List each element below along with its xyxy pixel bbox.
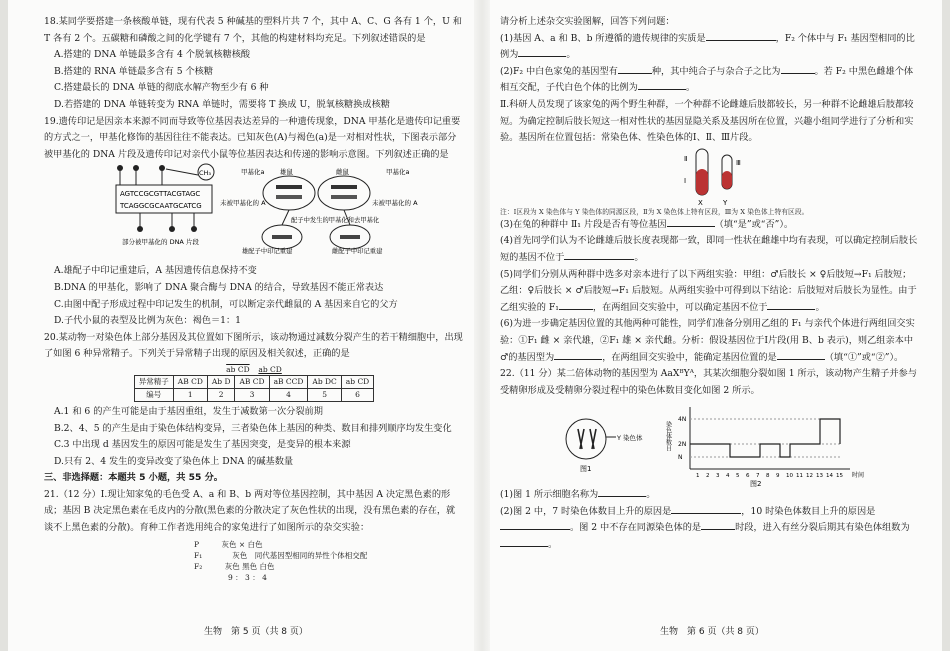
q22-diagrams bbox=[500, 399, 920, 487]
sperm-cell: Ab D bbox=[207, 375, 235, 388]
page-footer-right: 生物 第 6 页（共 8 页） bbox=[660, 627, 764, 638]
left-page bbox=[44, 14, 464, 643]
answer-blank[interactable] bbox=[638, 80, 686, 90]
q19-option-a: A.雄配子中印记重建后，A 基因遗传信息保持不变 bbox=[54, 265, 257, 277]
y-chrom-label: Y bbox=[723, 198, 728, 207]
sperm-cell: Ab DC bbox=[308, 375, 341, 388]
q18-option-a: A.搭建的 DNA 单链最多含有 4 个脱氧核糖核酸 bbox=[54, 49, 251, 61]
x-tick-label: 1 bbox=[696, 473, 700, 480]
female-gamete-label: 雌配子中印记重建 bbox=[332, 248, 383, 256]
q18-stem: 18.某同学要搭建一条核酸单链，现有代表 5 种碱基的塑料片共 7 个，其中 A、C、G 各有 1 个，U 和 T 各有 2 个。五碳糖和磷酸之间的化学键有 7 个，其他的构建材料均充足。下列叙述错误的是 bbox=[44, 16, 462, 44]
q19-option-b: B.DNA 的甲基化，影响了 DNA 聚合酶与 DNA 的结合，导致基因不能正常表达 bbox=[54, 281, 384, 293]
f1-phenotype: 灰色 bbox=[232, 550, 248, 560]
x-tick-label: 3 bbox=[716, 473, 720, 480]
sperm-cell: AB CD bbox=[235, 375, 269, 388]
q22-stem: 22.（11 分）某二倍体动物的基因型为 AaXᴮYᴬ，其某次细胞分裂如图 1 所示，该动物产生精子并参与受精卵形成及受精卵分裂过程中的染色体数目变化如图 2 所示。 bbox=[500, 368, 917, 396]
x-tick-label: 13 bbox=[816, 473, 823, 480]
y-tick-label: N bbox=[678, 454, 683, 462]
xy-chromosome-figure bbox=[500, 147, 920, 207]
parent-mice bbox=[220, 167, 418, 255]
svg-text:未被甲基化的 A: 未被甲基化的 A bbox=[372, 199, 418, 208]
svg-text:甲基化a: 甲基化a bbox=[386, 168, 410, 177]
q22-figures bbox=[500, 399, 920, 487]
x-tick-label: 7 bbox=[756, 473, 760, 480]
y-chromosome-label: Y 染色体 bbox=[617, 434, 643, 443]
q20-option-c: C.3 中出现 d 基因发生的原因可能是发生了基因突变，是变异的根本来源 bbox=[54, 439, 351, 451]
chromosome-2: ab CD bbox=[258, 364, 282, 374]
sperm-number: 3 bbox=[235, 388, 269, 401]
q19-option-d: D.子代小鼠的表型及比例为灰色：褐色＝1：1 bbox=[54, 315, 242, 327]
answer-blank[interactable] bbox=[500, 537, 548, 547]
analysis-intro: 请分析上述杂交实验图解，回答下列问题： bbox=[500, 16, 675, 27]
f1-cross-note: 同代基因型相同的异性个体相交配 bbox=[254, 550, 368, 560]
answer-blank[interactable] bbox=[667, 217, 715, 227]
q18-option-d: D.若搭建的 DNA 单链转变为 RNA 单链时，需要将 T 换成 U，脱氧核糖换成核糖 bbox=[54, 98, 390, 110]
dna-strand-2: TCAGGCGCAATGCATCG bbox=[120, 202, 202, 211]
answer-blank[interactable] bbox=[777, 350, 825, 360]
sperm-number: 1 bbox=[173, 388, 207, 401]
cross-diagram: P 灰色 × 白色 F₁ 灰色 同代基因型相同的异性个体相交配 F₂ 灰色 黑色 白色 9 ： 3 ： 4 bbox=[194, 539, 368, 582]
q21-stem: 21.（12 分）Ⅰ.现让知家兔的毛色受 A、a 和 B、b 两对等位基因控制，其中基因 A 决定黑色素的形成；基因 B 决定黑色素在毛皮内的分散(黑色素的分散决定了灰色性状的出现，没有黑色素的存在，就谈不上黑色素的分散)。育种工作者选用纯合的家兔进行了如图所示的杂交实验： bbox=[44, 488, 456, 534]
figure-2-label: 图2 bbox=[750, 480, 762, 488]
x-tick-label: 8 bbox=[766, 473, 770, 480]
q20-stem: 20.某动物一对染色体上部分基因及其位置如下图所示，该动物通过减数分裂产生的若干精细胞中，出现了如图 6 种异常精子。下列关于异常精子出现的原因及相关叙述，正确的是 bbox=[44, 331, 463, 360]
sperm-number: 4 bbox=[269, 388, 308, 401]
x-tick-label: 4 bbox=[726, 473, 730, 480]
q21-part-ii: Ⅱ.科研人员发现了该家兔的两个野生种群，一个种群不论雌雄后肢都较长，另一种群不论雌雄后肢都较短。为确定控制后肢长短这一相对性状的基因显隐关系及基因所在位置，兴趣小组同学进行了分析和实验。基因所在位置包括：常染色体、性染色体的Ⅰ、Ⅱ、Ⅲ片段。 bbox=[500, 98, 914, 144]
answer-blank[interactable] bbox=[671, 504, 741, 514]
male-mouse-label: 雄鼠 bbox=[280, 168, 293, 177]
q20-option-a: A.1 和 6 的产生可能是由于基因重组，发生于减数第一次分裂前期 bbox=[54, 405, 323, 417]
q20-option-b: B.2、4、5 的产生是由于染色体结构变异，三者染色体上基因的种类、数目和排列顺序均发生变化 bbox=[54, 422, 452, 434]
q21-5: (5)同学们分别从两种群中选多对亲本进行了以下两组实验：甲组：♂后肢长 × ♀后肢短→F₁ 后肢短；乙组：♀后肢长 × ♂后肢短→F₁ 后肢短。从两组实验中可得到以下结论：后肢短对后肢长为显性。由于乙组实验的 F₁ ，在两组回交实验中，可以确定基因不位于 。 bbox=[500, 268, 917, 313]
answer-blank[interactable] bbox=[618, 64, 652, 74]
answer-blank[interactable] bbox=[781, 64, 815, 74]
f2-ratio: 9 ： 3 ： 4 bbox=[228, 572, 267, 582]
p-cross: 灰色 × 白色 bbox=[221, 539, 263, 549]
q22-2: (2)图 2 中，7 时染色体数目上升的原因是 ，10 时染色体数目上升的原因是。图 2 中不存在同源染色体的是 时段，进入有丝分裂后期其有染色体组数为。 bbox=[500, 505, 910, 551]
f2-phenotypes: 灰色 黑色 白色 bbox=[224, 561, 275, 571]
answer-blank[interactable] bbox=[767, 300, 815, 310]
segment-3-label: Ⅲ bbox=[736, 158, 741, 167]
sperm-cell: ab CD bbox=[341, 375, 373, 388]
answer-blank[interactable] bbox=[559, 300, 593, 310]
q21-part2: (2)F₂ 中白色家兔的基因型有 种，其中纯合子与杂合子之比为 。若 F₂ 中黑色雌雄个体相互交配，子代白色个体的比例为 。 bbox=[500, 65, 914, 94]
page-edge bbox=[942, 0, 950, 651]
figure-1-cell bbox=[566, 419, 643, 473]
section-heading: 三、非选择题：本题共 5 小题，共 55 分。 bbox=[44, 472, 223, 484]
page-edge bbox=[0, 0, 8, 651]
xy-note: 注：Ⅰ区段为 X 染色体与 Y 染色体的同源区段，Ⅱ为 X 染色体上特有区段，Ⅲ为 X 染色体上特有区段。 bbox=[500, 207, 809, 216]
row-label-number: 编号 bbox=[134, 388, 173, 401]
right-page bbox=[500, 14, 920, 643]
q18-option-b: B.搭建的 RNA 单链最多含有 5 个核糖 bbox=[54, 65, 214, 77]
q21-4: (4)首先同学们认为不论雌雄后肢长度表现都一致，即同一性状在雌雄中均有表现，可以确定控制后肢长短的基因不位于 。 bbox=[500, 235, 918, 263]
q20-option-d: D.只有 2、4 发生的变异改变了染色体上 DNA 的碱基数量 bbox=[54, 455, 294, 467]
figure-2-chart bbox=[665, 407, 865, 487]
q18-option-c: C.搭建最长的 DNA 单链的彻底水解产物至少有 6 种 bbox=[54, 82, 269, 94]
x-tick-label: 2 bbox=[706, 473, 710, 480]
book-gutter bbox=[474, 0, 490, 651]
x-tick-label: 15 bbox=[836, 473, 843, 480]
methyl-group-label: CH₃ bbox=[199, 169, 212, 178]
answer-blank[interactable] bbox=[500, 520, 570, 530]
x-tick-label: 12 bbox=[806, 473, 813, 480]
dna-strand-1: AGTCCGCGTTACGTAGC bbox=[120, 190, 201, 199]
chromosome-1: ab CD bbox=[226, 364, 250, 374]
sperm-number: 5 bbox=[308, 388, 341, 401]
q19-figure bbox=[44, 163, 464, 263]
x-tick-label: 10 bbox=[786, 473, 793, 480]
x-chrom-label: X bbox=[698, 198, 703, 207]
x-axis-label: 时间 bbox=[852, 472, 865, 480]
sperm-number: 2 bbox=[207, 388, 235, 401]
q22-1: (1)图 1 所示细胞名称为 。 bbox=[500, 489, 656, 501]
x-tick-label: 14 bbox=[826, 473, 833, 480]
q19-stem: 19.遗传印记是因亲本来源不同而导致等位基因表达差异的一种遗传现象，DNA 甲基化是遗传印记重要的方式之一，甲基化修饰的基因往往不能表达。已知灰色(A)与褐色(a)是一对相对性状，下图表示部分被甲基化的 DNA 片段及遗传印记对亲代小鼠等位基因表达和传递的影响示意图。下列叙述正确的是 bbox=[44, 115, 461, 160]
answer-blank[interactable] bbox=[554, 350, 602, 360]
segment-2-label: Ⅱ bbox=[684, 154, 688, 163]
row-label-sperm: 异常精子 bbox=[134, 375, 173, 388]
sperm-cell: aB CCD bbox=[269, 375, 308, 388]
svg-text:未被甲基化的 A: 未被甲基化的 A bbox=[220, 199, 266, 208]
imprinting-diagram bbox=[44, 163, 464, 263]
answer-blank[interactable] bbox=[701, 520, 735, 530]
answer-blank[interactable] bbox=[518, 47, 566, 57]
page-footer-left: 生物 第 5 页（共 8 页） bbox=[204, 627, 308, 638]
dna-caption: 部分被甲基化的 DNA 片段 bbox=[122, 238, 199, 247]
q21-3: (3)在兔的种群中 Ⅱ₁ 片段是否有等位基因 （填“是”或“否”）。 bbox=[500, 218, 794, 230]
svg-text:甲基化a: 甲基化a bbox=[241, 168, 265, 177]
q21-part1: (1)基因 A、a 和 B、b 所遵循的遗传规律的实质是 ，F₂ 个体中与 F₁ 基因型相同的比例为 。 bbox=[500, 32, 915, 61]
x-tick-label: 9 bbox=[776, 473, 780, 480]
answer-blank[interactable] bbox=[564, 250, 634, 260]
segment-1-label: Ⅰ bbox=[684, 176, 687, 185]
xy-diagram bbox=[500, 147, 920, 207]
answer-blank[interactable] bbox=[598, 487, 646, 497]
x-tick-label: 5 bbox=[736, 473, 740, 480]
q19-option-c: C.由图中配子形成过程中印记发生的机制，可以断定亲代雌鼠的 A 基因来自它的父方 bbox=[54, 298, 398, 310]
y-axis-label: 染色体数目 bbox=[664, 421, 672, 452]
x-tick-label: 11 bbox=[796, 473, 803, 480]
sperm-cell: AB CD bbox=[173, 375, 207, 388]
sperm-number: 6 bbox=[341, 388, 373, 401]
male-gamete-label: 雄配子中印记重建 bbox=[242, 248, 293, 256]
dna-fragment bbox=[116, 164, 214, 246]
answer-blank[interactable] bbox=[706, 31, 776, 41]
female-mouse-label: 雌鼠 bbox=[336, 168, 349, 177]
figure-1-label: 图1 bbox=[580, 465, 592, 474]
gamete-methylation-note: 配子中发生的甲基化和去甲基化 bbox=[291, 217, 380, 225]
y-tick-label: 2N bbox=[678, 441, 687, 449]
x-tick-label: 6 bbox=[746, 473, 750, 480]
y-tick-label: 4N bbox=[678, 416, 687, 424]
q21-6: (6)为进一步确定基因位置的其他两种可能性，同学们准备分别用乙组的 F₁ 与亲代个体进行两组回交实验：①F₁ 雌 × 亲代雄，②F₁ 雄 × 亲代雌。分析：假设基因位于Ⅰ片段(用 B、b 表示)，则乙组亲本中♂的基因型为 ，在两组回交实验中，能确定基因位置的是 （填“①”或“②”）。 bbox=[500, 318, 915, 363]
abnormal-sperm-table bbox=[134, 365, 374, 402]
chromosome-count-line bbox=[690, 419, 840, 457]
